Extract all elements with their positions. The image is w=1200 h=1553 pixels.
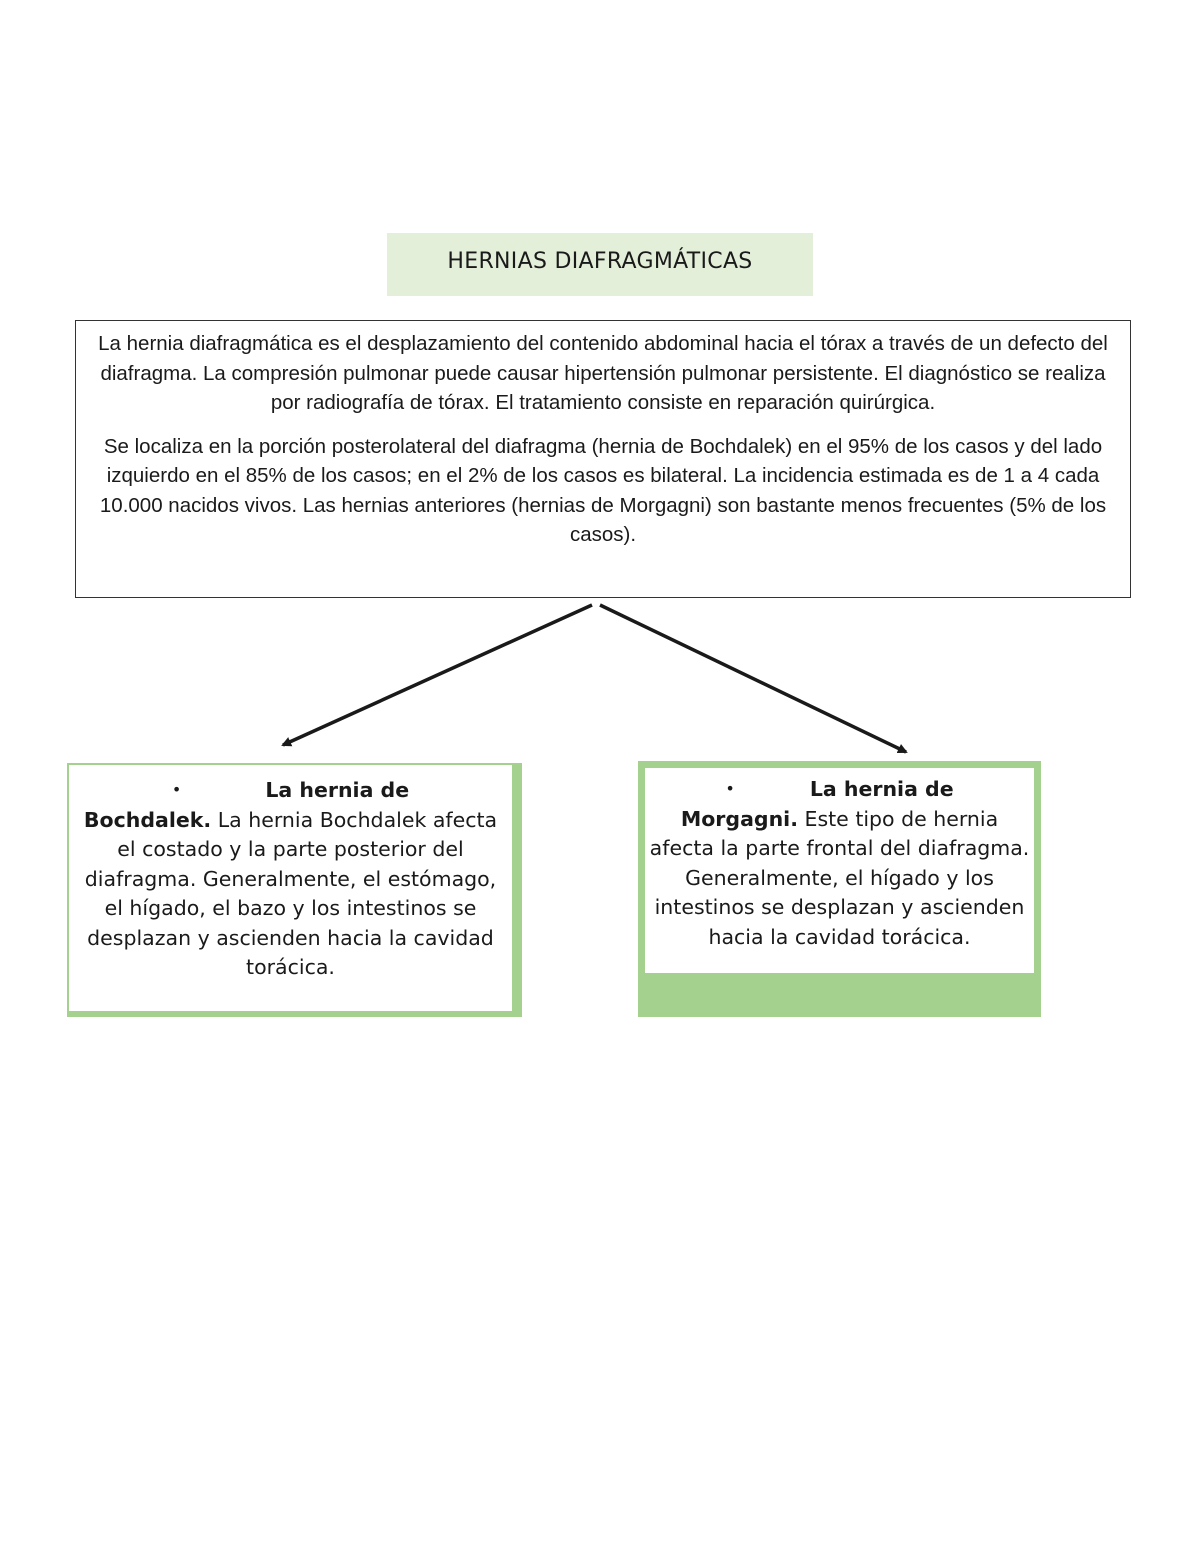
morgagni-description: Este tipo de hernia afecta la parte frontal del diafragma. Generalmente, el hígado y los intestinos se desplazan y ascienden hacia la cavidad torácica. bbox=[649, 806, 1030, 949]
bullet-icon: • bbox=[725, 779, 735, 798]
morgagni-heading-2: Morgagni. bbox=[680, 806, 798, 831]
diagram-title: HERNIAS DIAFRAGMÁTICAS bbox=[447, 249, 753, 274]
summary-paragraph-2: Se localiza en la porción posterolateral del diafragma (hernia de Bochdalek) en el 95% de los casos y del lado izquierdo en el 85% de los casos; en el 2% de los casos es bilateral. La incidencia estimada es de 1 a 4 cada 10.000 nacidos vivos. Las hernias anteriores (hernias de Morgagni) son bastante menos frecuentes (5% de los casos). bbox=[99, 434, 1107, 546]
morgagni-heading-1: La hernia de bbox=[809, 777, 954, 801]
bochdalek-description: La hernia Bochdalek afecta el costado y la parte posterior del diafragma. Generalmente, el estómago, el hígado, el bazo y los intestinos se desplazan y ascienden hacia la cavidad torácica. bbox=[84, 807, 498, 979]
morgagni-box-inner bbox=[645, 768, 1034, 973]
morgagni-box bbox=[638, 761, 1041, 1017]
arrow-to-morgagni bbox=[600, 605, 906, 752]
bullet-icon: • bbox=[171, 780, 182, 799]
arrow-to-bochdalek bbox=[283, 605, 592, 745]
bochdalek-heading-2: Bochdalek. bbox=[83, 807, 212, 832]
bochdalek-box bbox=[67, 763, 522, 1017]
bochdalek-heading-1: La hernia de bbox=[265, 778, 410, 802]
summary-paragraph-1: La hernia diafragmática es el desplazamiento del contenido abdominal hacia el tórax a través de un defecto del diafragma. La compresión pulmonar puede causar hipertensión pulmonar persistente. El diagnóstico se realiza por radiografía de tórax. El tratamiento consiste en reparación quirúrgica. bbox=[98, 332, 1108, 414]
